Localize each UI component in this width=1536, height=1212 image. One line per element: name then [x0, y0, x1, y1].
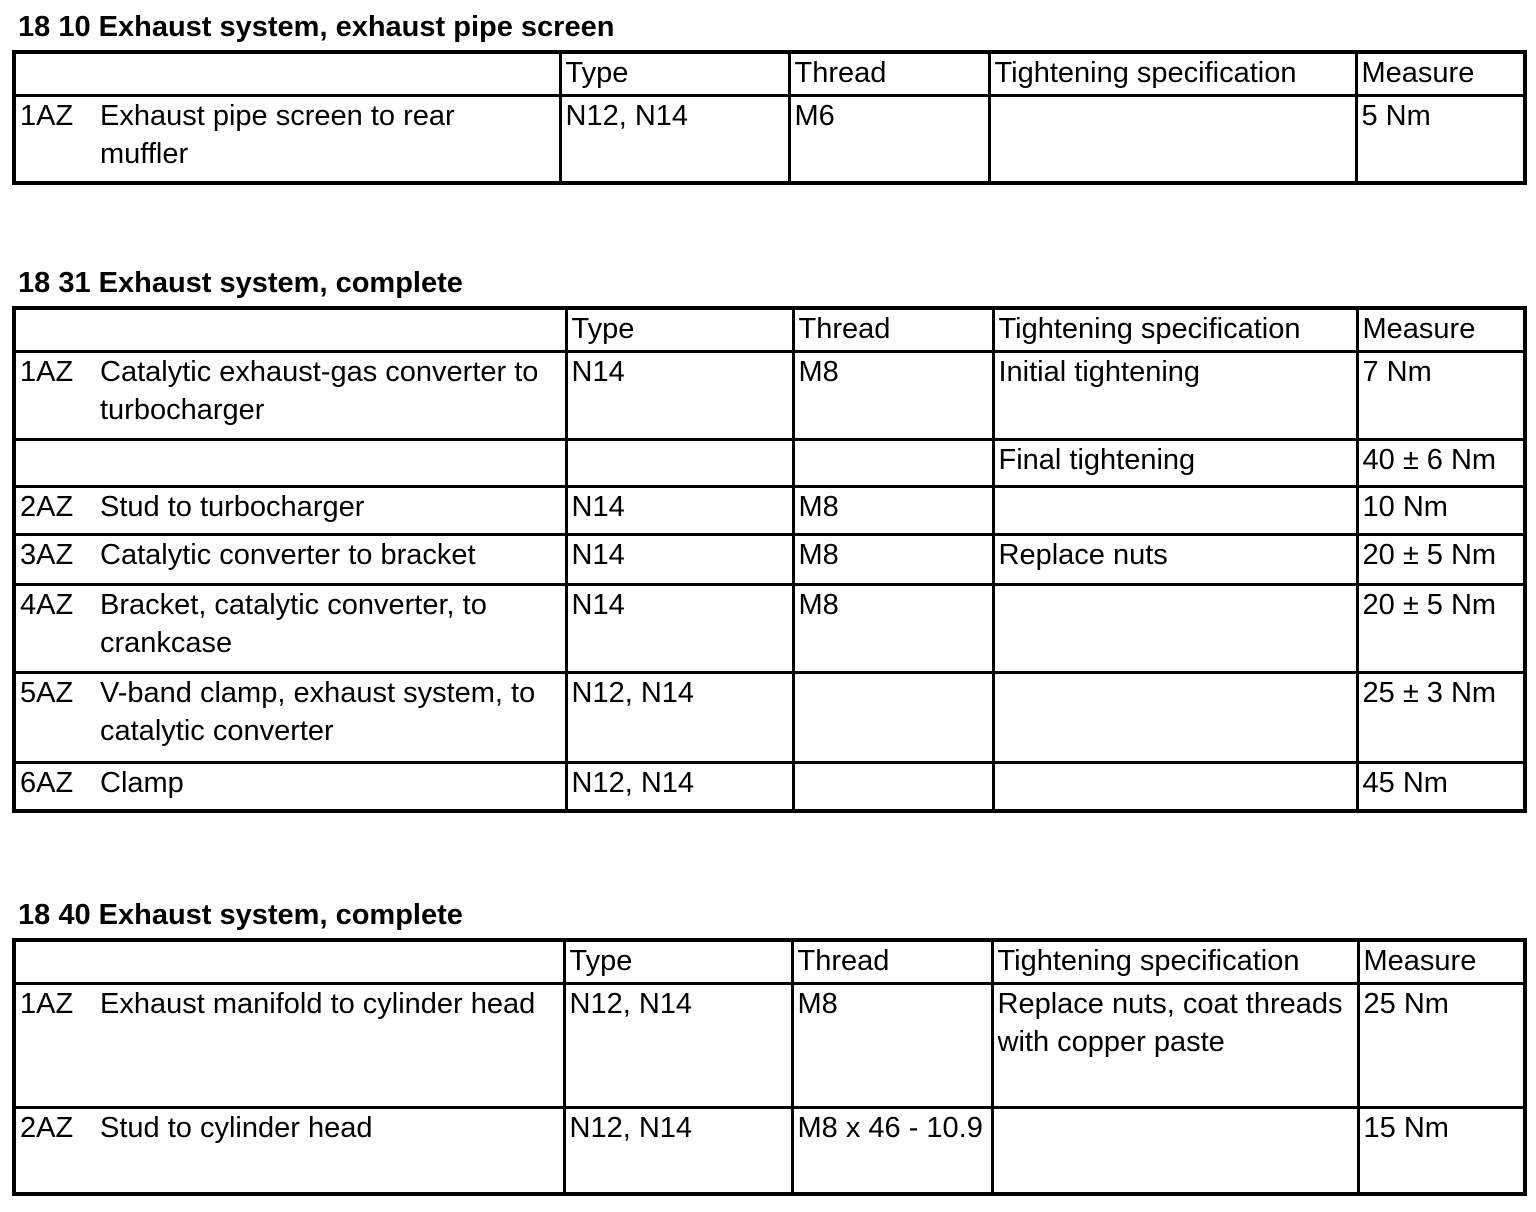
spec-cell: Replace nuts, coat threads with copper paste — [992, 984, 1358, 1108]
spec-cell — [993, 585, 1357, 673]
measure-cell: 5 Nm — [1356, 96, 1525, 183]
thread-cell: M8 — [793, 352, 993, 440]
item-position: 4AZ — [20, 589, 74, 621]
table-row — [14, 673, 1525, 763]
table-row — [14, 96, 1525, 183]
header-thread: Thread — [793, 308, 993, 352]
item-description: Catalytic exhaust-gas converter to turbocharger — [100, 356, 539, 426]
item-description: V-band clamp, exhaust system, to catalytic converter — [100, 677, 536, 747]
table-row — [14, 763, 1525, 811]
section-title: 18 10 Exhaust system, exhaust pipe screen — [18, 11, 615, 43]
header-blank — [14, 308, 566, 352]
item-description: Stud to cylinder head — [100, 1112, 373, 1144]
item-position: 2AZ — [20, 1112, 74, 1144]
thread-cell — [793, 440, 993, 487]
item-position: 2AZ — [20, 491, 74, 523]
header-spec: Tightening specification — [992, 940, 1358, 984]
header-type: Type — [566, 308, 793, 352]
table-row — [14, 1108, 1525, 1194]
type-cell — [566, 440, 793, 487]
spec-table — [12, 50, 1527, 185]
spec-cell — [989, 96, 1356, 183]
spec-cell: Final tightening — [993, 440, 1357, 487]
type-cell: N12, N14 — [566, 763, 793, 811]
item-description: Stud to turbocharger — [100, 491, 365, 523]
spec-table — [12, 306, 1527, 813]
header-blank — [14, 940, 564, 984]
table-header-row — [14, 940, 1525, 984]
table-row — [14, 585, 1525, 673]
header-spec: Tightening specification — [989, 52, 1356, 96]
spec-cell: Initial tightening — [993, 352, 1357, 440]
header-measure: Measure — [1357, 308, 1525, 352]
thread-cell: M8 — [792, 984, 992, 1108]
measure-cell: 45 Nm — [1357, 763, 1525, 811]
item-cell — [14, 984, 564, 1108]
item-position: 3AZ — [20, 539, 74, 571]
table-header-row — [14, 308, 1525, 352]
spec-table — [12, 938, 1527, 1196]
measure-cell: 25 Nm — [1358, 984, 1525, 1108]
section-18-40 — [12, 898, 1523, 1196]
thread-cell: M8 — [793, 535, 993, 585]
type-cell: N14 — [566, 585, 793, 673]
thread-cell: M8 — [793, 585, 993, 673]
table-row — [14, 535, 1525, 585]
thread-cell: M6 — [789, 96, 989, 183]
item-position: 1AZ — [20, 356, 74, 388]
item-description: Catalytic converter to bracket — [100, 539, 476, 571]
section-18-10 — [12, 10, 1523, 185]
item-description: Clamp — [100, 767, 184, 799]
item-description: Exhaust pipe screen to rear muffler — [100, 100, 455, 170]
header-spec: Tightening specification — [993, 308, 1357, 352]
measure-cell: 15 Nm — [1358, 1108, 1525, 1194]
item-cell — [14, 535, 566, 585]
item-cell — [14, 1108, 564, 1194]
item-cell — [14, 352, 566, 440]
measure-cell: 25 ± 3 Nm — [1357, 673, 1525, 763]
table-header-row — [14, 52, 1525, 96]
header-type: Type — [560, 52, 789, 96]
header-measure: Measure — [1356, 52, 1525, 96]
header-blank — [14, 52, 560, 96]
item-position: 1AZ — [20, 988, 74, 1020]
header-type: Type — [564, 940, 792, 984]
header-thread: Thread — [789, 52, 989, 96]
spec-cell: Replace nuts — [993, 535, 1357, 585]
item-position: 1AZ — [20, 100, 74, 132]
spec-cell — [993, 763, 1357, 811]
table-row — [14, 352, 1525, 440]
type-cell: N14 — [566, 352, 793, 440]
item-cell — [14, 673, 566, 763]
item-description: Exhaust manifold to cylinder head — [100, 988, 536, 1020]
type-cell: N12, N14 — [560, 96, 789, 183]
header-thread: Thread — [792, 940, 992, 984]
spec-cell — [993, 487, 1357, 535]
type-cell: N12, N14 — [566, 673, 793, 763]
item-cell — [14, 487, 566, 535]
header-measure: Measure — [1358, 940, 1525, 984]
item-cell — [14, 585, 566, 673]
spec-cell — [993, 673, 1357, 763]
table-row — [14, 984, 1525, 1108]
spec-cell — [992, 1108, 1358, 1194]
section-title: 18 40 Exhaust system, complete — [18, 899, 463, 931]
thread-cell: M8 x 46 - 10.9 — [792, 1108, 992, 1194]
thread-cell — [793, 763, 993, 811]
measure-cell: 40 ± 6 Nm — [1357, 440, 1525, 487]
item-position: 6AZ — [20, 767, 74, 799]
section-18-31 — [12, 266, 1523, 813]
table-row — [14, 487, 1525, 535]
measure-cell: 20 ± 5 Nm — [1357, 585, 1525, 673]
item-description: Bracket, catalytic converter, to crankcase — [100, 589, 487, 659]
item-cell — [14, 763, 566, 811]
type-cell: N14 — [566, 487, 793, 535]
type-cell: N12, N14 — [564, 1108, 792, 1194]
section-title: 18 31 Exhaust system, complete — [18, 267, 463, 299]
measure-cell: 20 ± 5 Nm — [1357, 535, 1525, 585]
type-cell: N12, N14 — [564, 984, 792, 1108]
thread-cell: M8 — [793, 487, 993, 535]
type-cell: N14 — [566, 535, 793, 585]
measure-cell: 10 Nm — [1357, 487, 1525, 535]
thread-cell — [793, 673, 993, 763]
item-position: 5AZ — [20, 677, 74, 709]
measure-cell: 7 Nm — [1357, 352, 1525, 440]
item-cell — [14, 96, 560, 183]
item-cell — [14, 440, 566, 487]
table-row — [14, 440, 1525, 487]
